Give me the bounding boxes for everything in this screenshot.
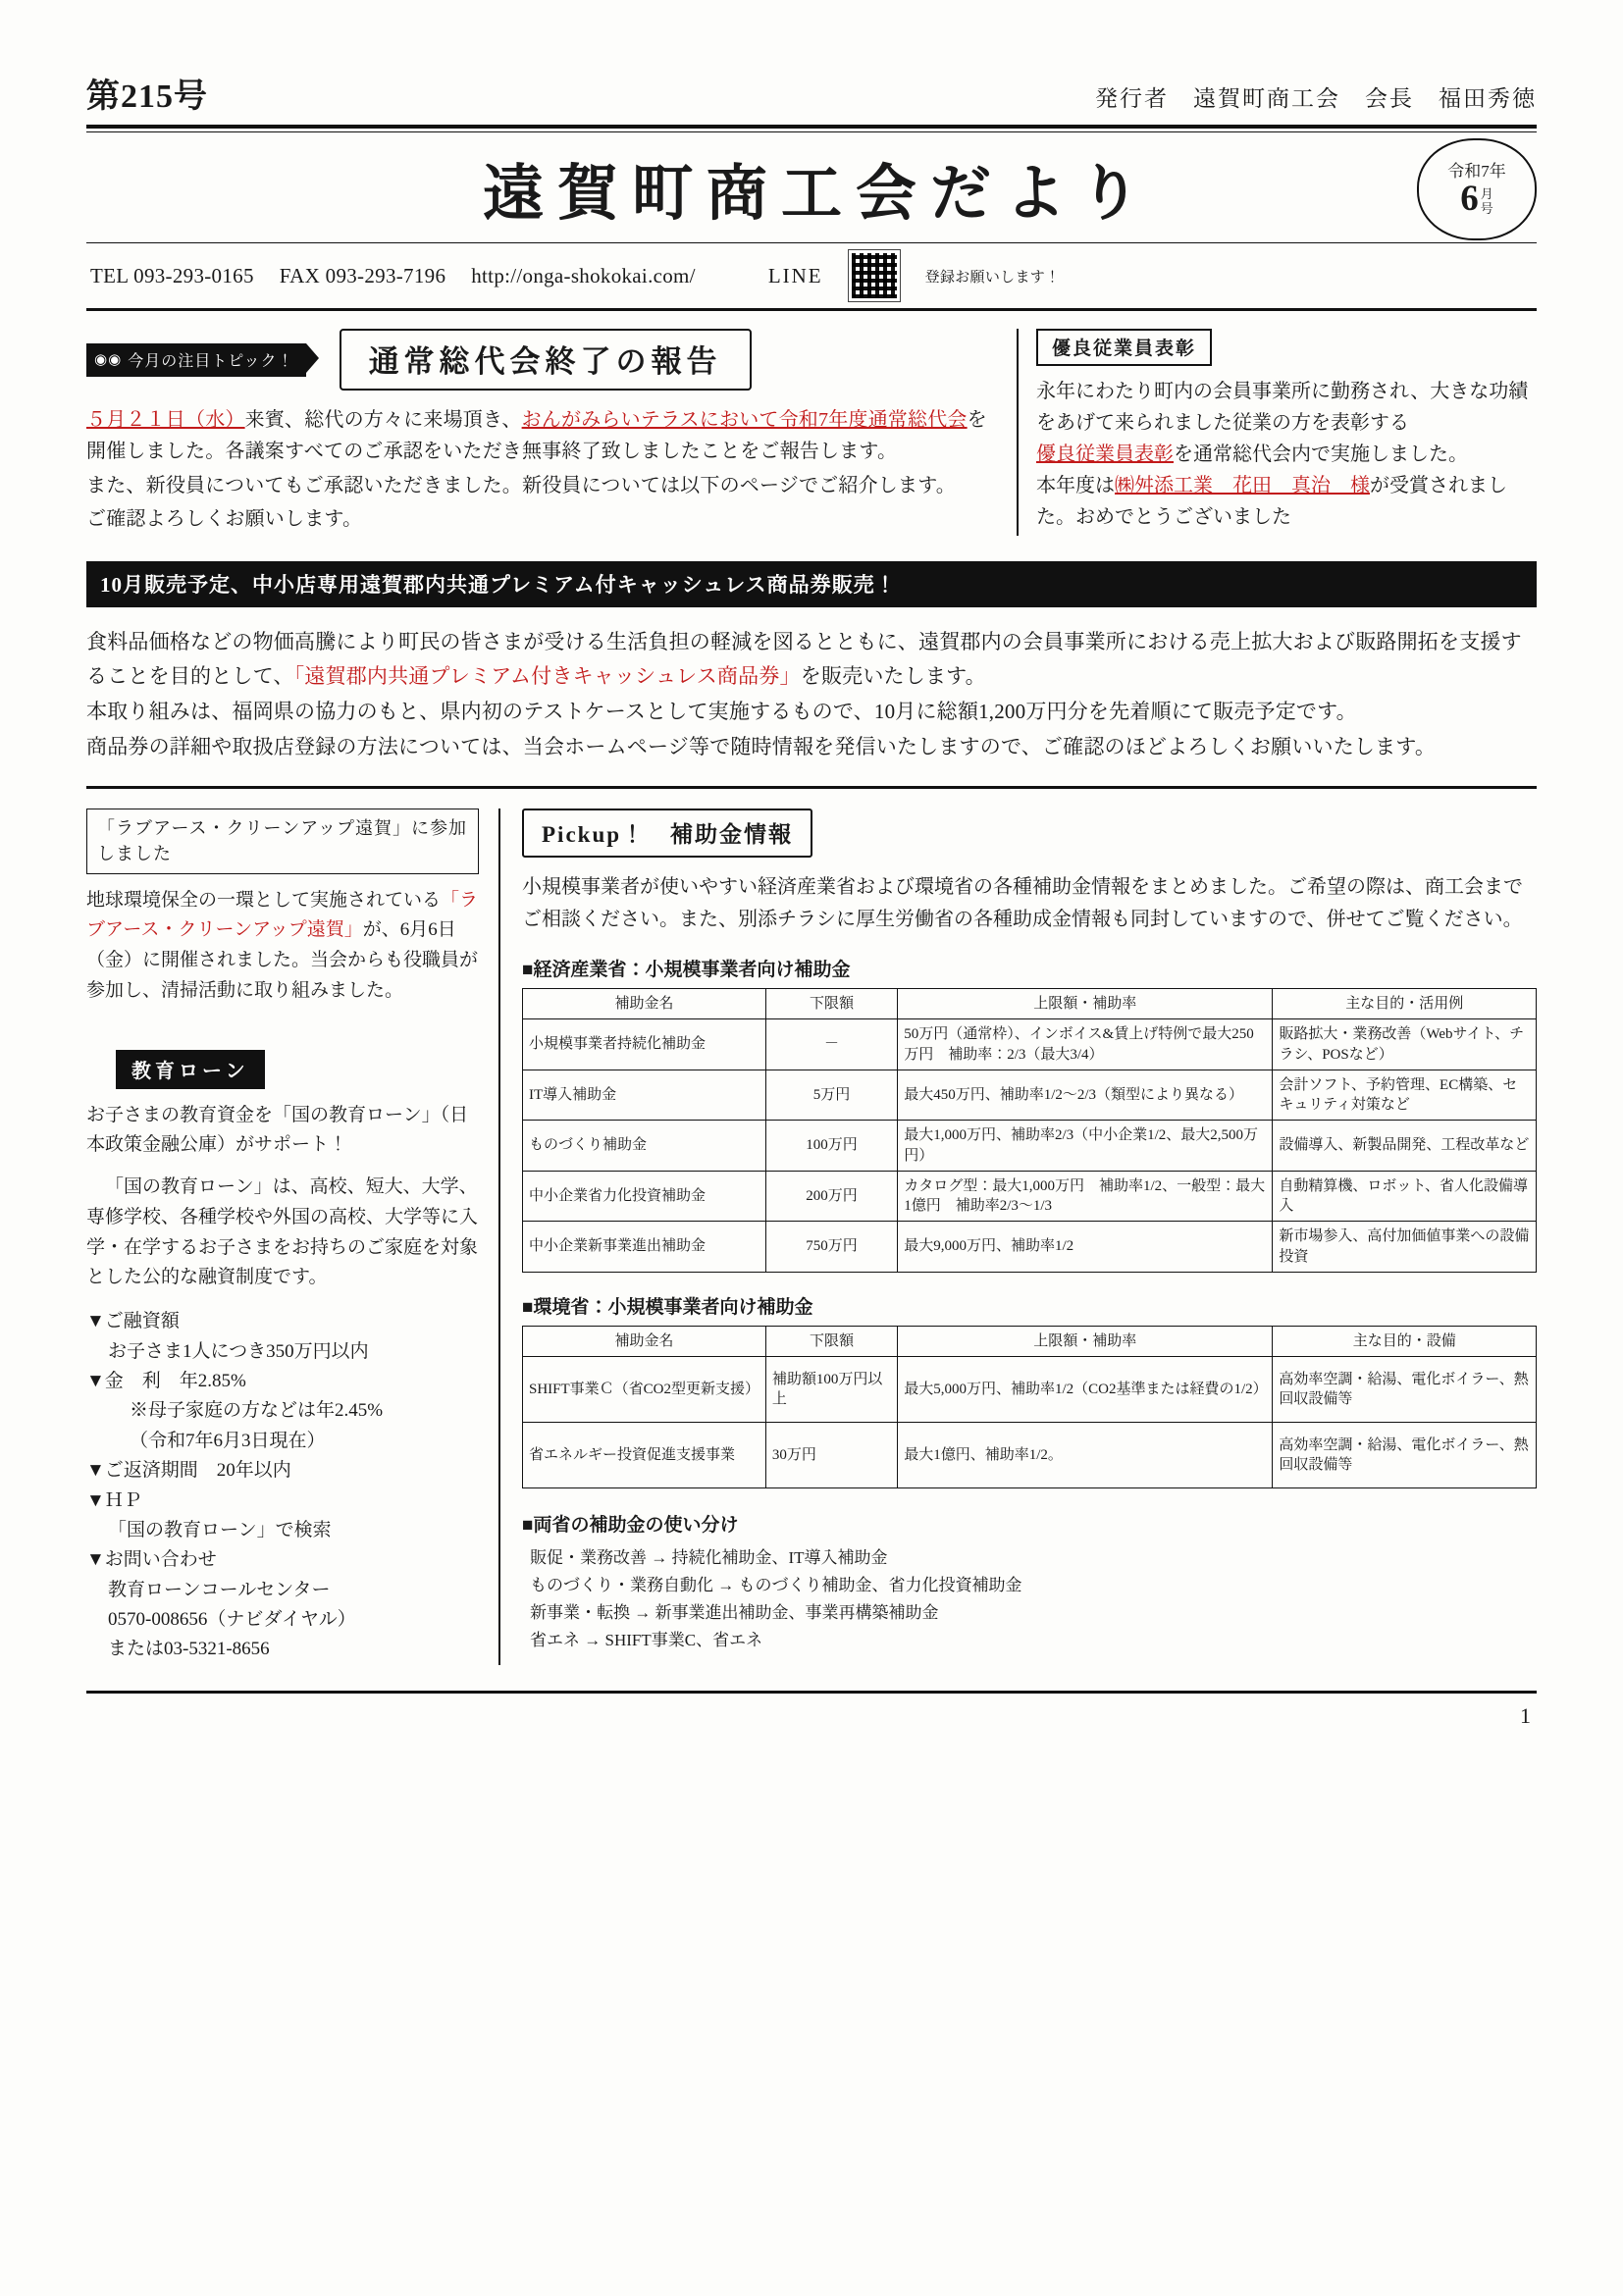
col-header: 下限額 — [765, 989, 897, 1019]
loan-item-line: ※母子家庭の方などは年2.45% — [130, 1400, 384, 1422]
premium-paragraph-2: 本取り組みは、福岡県の協力のもと、県内初のテストケースとして実施するもので、10月に総額1,200万円分を先着順にて販売予定です。 — [86, 699, 1357, 723]
cell-max: 最大9,000万円、補助率1/2 — [898, 1222, 1273, 1273]
table-header-row — [523, 1326, 1537, 1356]
topic-paragraph-1 — [86, 404, 999, 468]
cleanup-text — [86, 886, 479, 1007]
topic-column — [86, 329, 999, 536]
cell-min: － — [765, 1019, 897, 1070]
award-p2-rest: を通常総代会内で実施しました。 — [1174, 444, 1468, 465]
premium-p1b: を販売いたします。 — [800, 664, 986, 689]
cell-purpose: 高効率空調・給湯、電化ボイラー、熱回収設備等 — [1273, 1423, 1537, 1488]
award-paragraph-2 — [1036, 439, 1537, 470]
usage-caption: ■両省の補助金の使い分け — [522, 1515, 739, 1537]
cell-min: 補助額100万円以上 — [765, 1357, 897, 1423]
loan-item-line: または03-5321-8656 — [108, 1639, 270, 1660]
cell-name: ものづくり補助金 — [523, 1121, 766, 1172]
usage-line: 販促・業務改善 → 持続化補助金、IT導入補助金 — [530, 1548, 888, 1568]
topic-title: 通常総代会終了の報告 — [340, 329, 752, 391]
cell-max: 最大1億円、補助率1/2。 — [898, 1423, 1273, 1488]
premium-voucher-name: 「遠賀郡内共通プレミアム付きキャッシュレス商品券」 — [293, 664, 801, 689]
qr-note: 登録お願いします！ — [924, 269, 1061, 286]
page-number: 1 — [1520, 1702, 1531, 1728]
cell-min: 100万円 — [765, 1121, 897, 1172]
cell-name: 中小企業新事業進出補助金 — [523, 1222, 766, 1273]
award-p3-post: が受賞されました。おめでとうございました — [1036, 475, 1507, 528]
issue-number: 第215号 — [86, 78, 208, 115]
col-header: 主な目的・活用例 — [1273, 989, 1537, 1019]
edu-loan-paragraph-2: 「国の教育ローン」は、高校、短大、大学、専修学校、各種学校や外国の高校、大学等に入学・在学するお子さまをお持ちのご家庭を対象とした公的な融資制度です。 — [86, 1176, 479, 1288]
usage-list — [522, 1544, 1537, 1654]
topic-flag-label: 今月の注目トピック！ — [128, 352, 294, 370]
edu-loan-heading: 教育ローン — [116, 1050, 265, 1089]
loan-item-line: 「国の教育ローン」で検索 — [108, 1519, 332, 1540]
loan-item-label: ▼ご返済期間 20年以内 — [86, 1460, 291, 1482]
premium-paragraph-3: 商品券の詳細や取扱店登録の方法については、当会ホームページ等で随時情報を発信いたしますので、ご確認のほどよろしくお願いいたします。 — [86, 734, 1437, 758]
cleanup-event-name: 「ラブアース・クリーンアップ遠賀」 — [86, 889, 479, 941]
masthead-rule — [86, 125, 1537, 132]
cell-name: 省エネルギー投資促進支援事業 — [523, 1423, 766, 1488]
loan-item-label: ▼ご融資額 — [86, 1311, 180, 1332]
cell-name: IT導入補助金 — [523, 1070, 766, 1121]
footer-rule — [86, 1691, 1537, 1694]
topic-p1d: を開催しました。各議案すべてのご承認をいただき無事終了致しましたことをご報告します。 — [86, 409, 987, 463]
col-header: 補助金名 — [523, 989, 766, 1019]
col-header: 上限額・補助率 — [898, 1326, 1273, 1356]
cleanup-text-a: 地球環境保全の一環として実施されている — [86, 889, 442, 911]
topic-venue-highlight: おんがみらいテラスにおいて令和7年度通常総代会 — [521, 409, 968, 431]
premium-banner: 10月販売予定、中小店専用遠賀郡内共通プレミアム付キャッシュレス商品券販売！ — [86, 561, 1537, 607]
cell-max: カタログ型：最大1,000万円 補助率1/2、一般型：最大1億円 補助率2/3～1/3 — [898, 1171, 1273, 1222]
loan-item-line: お子さま1人につき350万円以内 — [108, 1340, 369, 1362]
subsidy-table-2-caption: ■環境省：小規模事業者向け補助金 — [522, 1296, 813, 1318]
pickup-heading: Pickup！ 補助金情報 — [522, 809, 812, 858]
col-header: 主な目的・設備 — [1273, 1326, 1537, 1356]
top-section — [86, 329, 1537, 536]
cleanup-text-b: が、6月6日（金）に開催されました。当会からも役職員が参加し、清掃活動に取り組みました。 — [86, 919, 479, 1001]
cell-purpose: 自動精算機、ロボット、省人化設備導入 — [1273, 1171, 1537, 1222]
usage-line: 新事業・転換 → 新事業進出補助金、事業再構築補助金 — [530, 1603, 939, 1623]
cell-min: 30万円 — [765, 1423, 897, 1488]
premium-p1a: 食料品価格などの物価高騰により町民の皆さまが受ける生活負担の軽減を図るとともに、遠賀郡内の会員事業所における売上拡大および販路開拓を支援することを目的として、 — [86, 629, 1522, 689]
cell-max: 最大1,000万円、補助率2/3（中小企業1/2、最大2,500万円） — [898, 1121, 1273, 1172]
qr-code-icon — [849, 250, 900, 301]
award-heading: 優良従業員表彰 — [1036, 329, 1212, 366]
table-row — [523, 1121, 1537, 1172]
cell-purpose: 新市場参入、高付加価値事業への設備投資 — [1273, 1222, 1537, 1273]
usage-line: ものづくり・業務自動化 → ものづくり補助金、省力化投資補助金 — [530, 1576, 1022, 1595]
section-divider — [86, 786, 1537, 789]
subsidy-table-env — [522, 1326, 1537, 1488]
cell-min: 5万円 — [765, 1070, 897, 1121]
loan-item-line: 教育ローンコールセンター — [108, 1579, 331, 1600]
contact-row — [86, 242, 1537, 311]
topic-flag — [86, 343, 306, 377]
cell-max: 50万円（通常枠）、インボイス&賃上げ特例で最大250万円 補助率：2/3（最大3/4） — [898, 1019, 1273, 1070]
premium-paragraph-1 — [86, 625, 1537, 695]
subsidy-table-meti — [522, 988, 1537, 1273]
publisher-line: 発行者 遠賀町商工会 会長 福田秀徳 — [1095, 86, 1537, 111]
topic-paragraph-2: また、新役員についてもご承認いただきました。新役員については以下のページでご紹介します。 — [86, 474, 956, 496]
cell-name: SHIFT事業Ｃ（省CO2型更新支援） — [523, 1357, 766, 1423]
table-row — [523, 1222, 1537, 1273]
cell-max: 最大5,000万円、補助率1/2（CO2基準または経費の1/2） — [898, 1357, 1273, 1423]
cell-name: 小規模事業者持続化補助金 — [523, 1019, 766, 1070]
col-header: 上限額・補助率 — [898, 989, 1273, 1019]
table-row — [523, 1357, 1537, 1423]
tel-text: TEL 093-293-0165 — [90, 263, 254, 287]
page-title: 遠賀町商工会だより — [482, 160, 1154, 228]
award-highlight: 優良従業員表彰 — [1036, 444, 1174, 465]
usage-line: 省エネ → SHIFT事業C、省エネ — [530, 1631, 763, 1650]
website-url[interactable]: http://onga-shokokai.com/ — [471, 263, 696, 287]
left-column — [86, 809, 500, 1665]
award-p3-pre: 本年度は — [1036, 475, 1115, 496]
topic-paragraph-3: ご確認よろしくお願いします。 — [86, 508, 363, 531]
loan-item-label: ▼お問い合わせ — [86, 1549, 217, 1571]
cell-purpose: 販路拡大・業務改善（Webサイト、チラシ、POSなど） — [1273, 1019, 1537, 1070]
masthead-top — [86, 69, 1537, 125]
fax-text: FAX 093-293-7196 — [279, 263, 446, 287]
award-column — [1017, 329, 1537, 536]
cell-min: 750万円 — [765, 1222, 897, 1273]
table-row — [523, 1070, 1537, 1121]
edu-loan-details — [86, 1307, 479, 1665]
issue-number-suffix: 号 — [1480, 201, 1493, 217]
edu-loan-paragraph-1: お子さまの教育資金を「国の教育ローン」（日本政策金融公庫）がサポート！ — [86, 1104, 469, 1156]
megaphone-icon: ◉◉ — [94, 351, 123, 368]
table-row — [523, 1019, 1537, 1070]
title-band — [86, 132, 1537, 242]
cleanup-heading: 「ラブアース・クリーンアップ遠賀」に参加しました — [86, 809, 479, 873]
right-column — [522, 809, 1537, 1665]
loan-item-label: ▼金 利 年2.85% — [86, 1370, 246, 1391]
award-paragraph-1: 永年にわたり町内の会員事業所に勤務され、大きな功績をあげて来られました従業の方を表彰する — [1036, 381, 1529, 434]
loan-item-label: ▼ＨＰ — [86, 1489, 142, 1511]
table-header-row — [523, 989, 1537, 1019]
issue-date-badge — [1417, 138, 1537, 240]
line-label: LINE — [767, 263, 823, 287]
cell-purpose: 会計ソフト、予約管理、EC構築、セキュリティ対策など — [1273, 1070, 1537, 1121]
issue-month: 6 — [1460, 179, 1479, 220]
cell-name: 中小企業省力化投資補助金 — [523, 1171, 766, 1222]
loan-item-line: 0570-008656（ナビダイヤル） — [108, 1609, 356, 1631]
cell-purpose: 設備導入、新製品開発、工程改革など — [1273, 1121, 1537, 1172]
award-paragraph-3 — [1036, 470, 1537, 533]
pickup-body: 小規模事業者が使いやすい経済産業省および環境省の各種補助金情報をまとめました。ご希望の際は、商工会までご相談ください。また、別添チラシに厚生労働省の各種助成金情報も同封していますので、併せてご覧ください。 — [522, 876, 1523, 930]
issue-era: 令和7年 — [1447, 161, 1506, 181]
col-header: 下限額 — [765, 1326, 897, 1356]
cell-max: 最大450万円、補助率1/2～2/3（類型により異なる） — [898, 1070, 1273, 1121]
lower-section — [86, 809, 1537, 1665]
loan-item-line: （令和7年6月3日現在） — [130, 1430, 326, 1451]
col-header: 補助金名 — [523, 1326, 766, 1356]
topic-p1b: 来賓、総代の方々に来場頂き、 — [244, 409, 522, 431]
award-recipient: ㈱舛添工業 花田 真治 様 — [1115, 475, 1370, 496]
topic-header — [86, 329, 999, 391]
cell-purpose: 高効率空調・給湯、電化ボイラー、熱回収設備等 — [1273, 1357, 1537, 1423]
table-row — [523, 1423, 1537, 1488]
topic-date-highlight: ５月２１日（水） — [86, 409, 245, 431]
cell-min: 200万円 — [765, 1171, 897, 1222]
subsidy-table-1-caption: ■経済産業省：小規模事業者向け補助金 — [522, 960, 851, 981]
table-row — [523, 1171, 1537, 1222]
issue-month-suffix: 月 — [1480, 186, 1493, 202]
